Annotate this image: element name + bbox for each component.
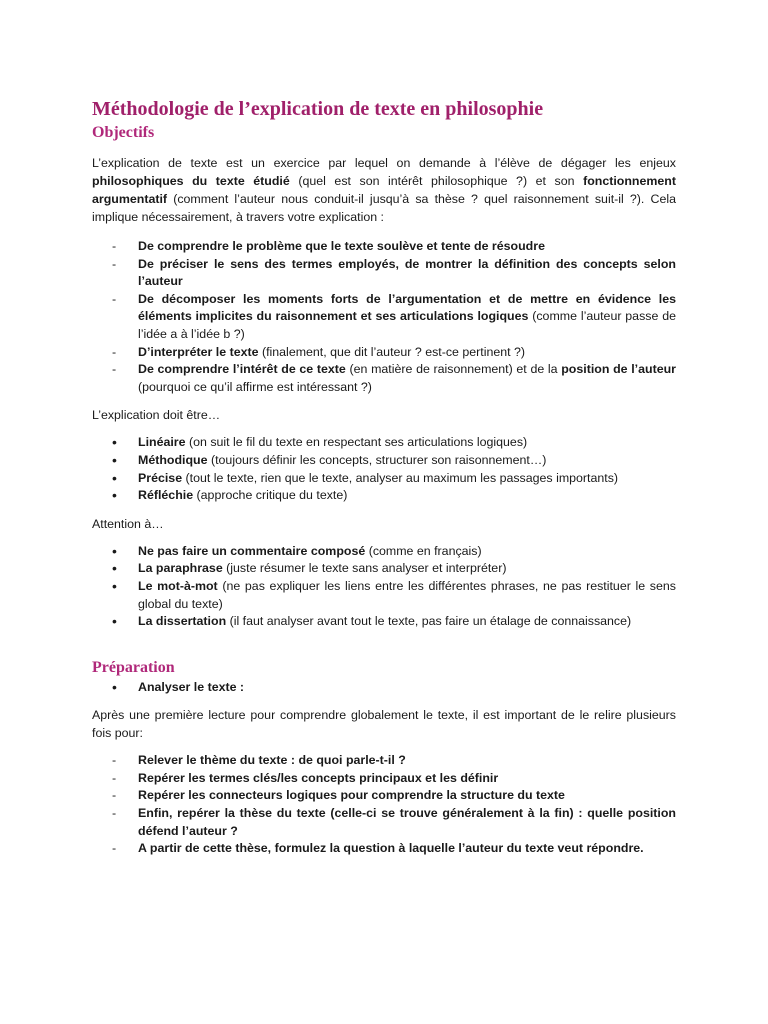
list-item: - De comprendre l’intérêt de ce texte (en matière de raisonnement) et de la position de l’auteur (pourquoi ce qu’il affirme est intéressant ?) [92,361,676,396]
list-item: - D’interpréter le texte (finalement, que dit l’auteur ? est-ce pertinent ?) [92,344,676,362]
list-item: - De préciser le sens des termes employés, de montrer la définition des concepts selon l’auteur [92,256,676,291]
list-item: - A partir de cette thèse, formulez la question à laquelle l’auteur du texte veut répondre. [92,840,676,858]
doit-etre-label: L’explication doit être… [92,408,221,423]
list-item: - Repérer les termes clés/les concepts principaux et les définir [92,770,676,788]
objectifs-intro: L’explication de texte est un exercice par lequel on demande à l’élève de dégager les enjeux philosophiques du texte étudié (quel est son intérêt philosophique ?) et son fonctionnement argumentatif (comment l’auteur nous conduit-il jusqu’à sa thèse ? quel raisonnement suit-il ?). Cela implique nécessairement, à travers votre explication : [92,156,676,224]
list-item: • Linéaire (on suit le fil du texte en respectant ses articulations logiques) [92,434,676,452]
section-heading-objectifs: Objectifs [92,124,155,141]
list-item: • La paraphrase (juste résumer le texte sans analyser et interpréter) [92,560,676,578]
list-item: • La dissertation (il faut analyser avant tout le texte, pas faire un étalage de connaissance) [92,613,676,631]
list-item: • Analyser le texte : [92,679,676,697]
list-item: • Le mot-à-mot (ne pas expliquer les liens entre les différentes phrases, ne pas restituer le sens global du texte) [92,578,676,613]
section-heading-preparation: Préparation [92,658,175,676]
list-item: - Repérer les connecteurs logiques pour comprendre la structure du texte [92,787,676,805]
attention-list [92,543,676,631]
attention-label: Attention à… [92,516,164,531]
preparation-list [92,752,676,858]
list-item: • Méthodique (toujours définir les concepts, structurer son raisonnement…) [92,452,676,470]
document-title: Méthodologie de l’explication de texte en philosophie [92,98,544,120]
document-page [92,96,676,858]
list-item: - Relever le thème du texte : de quoi parle-t-il ? [92,752,676,770]
list-item: • Réfléchie (approche critique du texte) [92,487,676,505]
list-item: - De décomposer les moments forts de l’argumentation et de mettre en évidence les éléments implicites du raisonnement et ses articulations logiques (comme l’auteur passe de l’idée a à l’idée b ?) [92,291,676,344]
list-item: - De comprendre le problème que le texte soulève et tente de résoudre [92,238,676,256]
objectifs-list [92,238,676,396]
preparation-intro: Après une première lecture pour comprendre globalement le texte, il est important de le relire plusieurs fois pour: [92,708,676,741]
list-item: - Enfin, repérer la thèse du texte (celle-ci se trouve généralement à la fin) : quelle position défend l’auteur ? [92,805,676,840]
preparation-bullet [92,679,676,697]
list-item: • Ne pas faire un commentaire composé (comme en français) [92,543,676,561]
doit-etre-list [92,434,676,504]
list-item: • Précise (tout le texte, rien que le texte, analyser au maximum les passages importants) [92,470,676,488]
